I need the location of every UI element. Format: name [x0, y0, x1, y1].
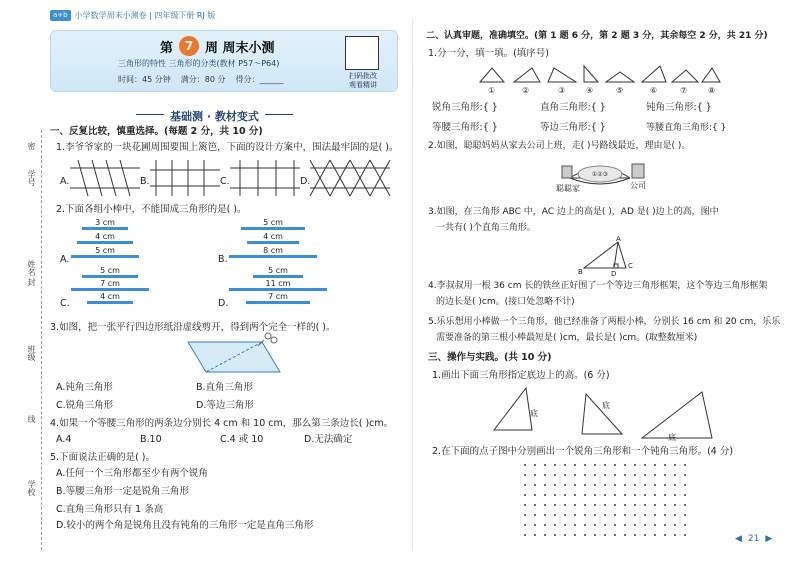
margin-label-xingming: 姓名	[27, 260, 36, 276]
vertex-a: A	[616, 235, 621, 243]
base-label-2: 底	[602, 401, 610, 410]
equilateral-fill[interactable]: 等边三角形:{ }	[540, 122, 606, 133]
margin-label-feng: 封	[27, 278, 36, 286]
margin-label-xuexiao: 学校	[27, 480, 36, 496]
height-triangles-diagram	[492, 386, 722, 440]
stick-group-a	[70, 218, 140, 258]
obtuse-fill[interactable]: 钝角三角形:{ }	[646, 102, 712, 113]
stick-a1-label: 3 cm	[95, 218, 115, 227]
iso-right-fill[interactable]: 等腰直角三角形:{ }	[646, 123, 727, 133]
q4-opt-b: B.10	[140, 434, 162, 445]
isosceles-fill[interactable]: 等腰三角形:{ }	[432, 122, 498, 133]
q2-options	[56, 218, 396, 316]
section3-heading: 三、操作与实践。(共 10 分)	[428, 352, 552, 363]
week-title	[160, 36, 275, 56]
stick-group-d	[228, 266, 328, 304]
stick-a3-label: 5 cm	[95, 246, 115, 255]
tri-label-6: ⑥	[650, 86, 658, 95]
section1-heading: 一、反复比较，慎重选择。(每题 2 分，共 10 分)	[50, 126, 263, 137]
triangle-set-diagram	[480, 66, 720, 94]
score-field: 得分：______	[235, 75, 284, 84]
svg-text:①②③: ①②③	[591, 171, 609, 178]
stick-b1	[241, 227, 305, 230]
tri-label-5: ⑤	[616, 86, 624, 95]
acute-fill[interactable]: 锐角三角形:{ }	[432, 102, 498, 113]
tri-label-4: ④	[586, 86, 594, 95]
vertex-c: C	[628, 262, 633, 270]
vertex-b: B	[578, 268, 583, 276]
stick-a2-label: 4 cm	[95, 232, 115, 241]
next-arrow-icon: ▶	[765, 534, 773, 544]
stick-d3-label: 7 cm	[268, 292, 288, 301]
tri-label-3: ③	[558, 86, 566, 95]
stick-a3	[71, 255, 139, 258]
q1-text: 1.李爷爷家的一块花圃周围要围上篱笆，下面的设计方案中，围法最牢固的是( )。	[56, 142, 399, 153]
q3-text: 3.如图，把一张平行四边形纸沿虚线剪开，得到两个完全一样的( )。	[50, 322, 336, 333]
stick-b2	[247, 241, 299, 244]
margin-label-mi: 密	[27, 142, 36, 150]
parallelogram-diagram	[188, 338, 284, 374]
r-q4-line1: 4.李叔叔用一根 36 cm 长的铁丝正好围了一个等边三角形框架，这个等边三角形框架	[428, 281, 768, 291]
dot-grid[interactable]	[520, 460, 690, 540]
q4-opt-d: D.无法确定	[304, 434, 353, 445]
stick-b1-label: 5 cm	[263, 218, 283, 227]
stick-d2-label: 11 cm	[265, 279, 291, 288]
r-q3-line1: 3.如图，在三角形 ABC 中，AC 边上的高是( )，AD 是( )边上的高，图中	[428, 207, 719, 217]
stick-d2	[229, 288, 327, 291]
margin-label-xian: 线	[27, 415, 36, 423]
q3-opt-b: B.直角三角形	[196, 382, 254, 393]
r-q2-text: 2.如图，聪聪妈妈从家去公司上班，走( )号路线最近，理由是( )。	[428, 141, 691, 151]
stick-c1	[82, 275, 138, 278]
triangle-abc-diagram	[578, 235, 638, 278]
q1-opt-a: A.	[60, 176, 70, 187]
r-q5-line1: 5.乐乐想用小棒做一个三角形，他已经准备了两根小棒，分别长 16 cm 和 20 cm，乐乐	[428, 317, 781, 327]
q5-opt-b: B.等腰三角形一定是锐角三角形	[56, 486, 190, 497]
r-p2-text: 2.在下面的点子图中分别画出一个锐角三角形和一个钝角三角形。(4 分)	[432, 446, 734, 457]
stick-a2	[77, 241, 133, 244]
base-label-1: 底	[530, 409, 538, 418]
house-icon	[562, 166, 572, 178]
header-meta	[118, 74, 283, 85]
right-fill[interactable]: 直角三角形:{ }	[540, 102, 606, 113]
fence-c-diagram	[230, 160, 300, 196]
prev-arrow-icon: ◀	[735, 534, 742, 544]
stick-d1	[253, 275, 303, 278]
margin-label-xuehao: 学号	[27, 170, 36, 186]
full-score: 满分：80 分	[180, 75, 226, 84]
base-label-3: 底	[668, 433, 676, 442]
stick-c2-label: 7 cm	[100, 279, 120, 288]
section2-heading: 二、认真审题，准确填空。(第 1 题 6 分，第 2 题 3 分，其余每空 2 分，共 21 分)	[426, 31, 768, 41]
q2-label-d: D.	[218, 298, 229, 309]
stick-c2	[71, 288, 149, 291]
qr-code-icon[interactable]	[345, 36, 379, 70]
q5-opt-d: D.较小的两个角是锐角且没有钝角的三角形一定是直角三角形	[56, 520, 314, 531]
q2-label-a: A.	[60, 254, 70, 265]
week-number-badge: 7	[179, 36, 199, 56]
r-q3-line2: 一共有( )个直角三角形。	[436, 223, 536, 233]
q3-opt-c: C.锐角三角形	[56, 400, 114, 411]
page-number	[735, 534, 772, 544]
fence-a-diagram	[70, 160, 140, 196]
stick-group-b	[228, 218, 318, 258]
tri-label-1: ①	[488, 86, 496, 95]
q1-opt-c: C.	[220, 176, 230, 187]
week-suffix: 周 周末小测	[205, 40, 275, 56]
r-q1-text: 1.分一分，填一填。(填序号)	[428, 48, 549, 59]
margin-label-banji: 班级	[27, 345, 36, 361]
q3-opt-a: A.钝角三角形	[56, 382, 113, 393]
r-q4-line2: 的边长是( )cm。(接口处忽略不计)	[436, 297, 575, 307]
stick-a1	[82, 227, 128, 230]
stick-b3	[229, 255, 317, 258]
stick-c1-label: 5 cm	[100, 266, 120, 275]
q2-label-b: B.	[218, 254, 228, 265]
fence-d-diagram	[310, 160, 390, 196]
q1-opt-d: D.	[300, 176, 311, 187]
r-q5-line2: 需要准备的第三根小棒最短是( )cm，最长是( )cm。(取整数厘米)	[436, 333, 698, 343]
top-bar	[50, 8, 270, 22]
tri-label-8: ⑧	[708, 86, 716, 95]
week-prefix: 第	[160, 40, 174, 56]
q2-text: 2.下面各组小棒中，不能围成三角形的是( )。	[56, 204, 247, 215]
q1-options	[56, 160, 396, 198]
r-p1-text: 1.画出下面三角形指定底边上的高。(6 分)	[432, 370, 610, 381]
tri-label-2: ②	[522, 86, 530, 95]
q4-opt-c: C.4 或 10	[220, 434, 264, 445]
q4-opt-a: A.4	[56, 434, 72, 445]
header-subtitle: 三角形的特性 三角形的分类(教材 P57～P64)	[118, 59, 280, 68]
binding-margin	[22, 130, 42, 550]
q1-opt-b: B.	[140, 176, 150, 187]
stick-c3-label: 4 cm	[100, 292, 120, 301]
column-divider	[412, 20, 413, 550]
company-label: 公司	[630, 181, 646, 190]
section-title: 基础测 · 教材变式	[170, 110, 259, 123]
q5-text: 5.下面说法正确的是( )。	[50, 452, 155, 463]
q2-label-c: C.	[60, 298, 70, 309]
tri-label-7: ⑦	[680, 86, 688, 95]
q4-text: 4.如果一个等腰三角形的两条边分别长 4 cm 和 10 cm，那么第三条边长( )cm。	[50, 418, 394, 429]
fence-b-diagram	[150, 160, 220, 196]
building-icon	[632, 164, 644, 178]
stick-c3	[87, 301, 133, 304]
top-title: 小学数学周末小测卷 | 四年级下册 RJ 版	[74, 10, 216, 20]
qr-label: 扫码批改 观看精讲	[349, 72, 377, 89]
stick-b3-label: 8 cm	[263, 246, 283, 255]
q3-opt-d: D.等边三角形	[196, 400, 254, 411]
top-badge: a+b	[50, 10, 71, 21]
time-limit: 时间：45 分钟	[118, 75, 171, 84]
page-num-label: 21	[747, 534, 760, 544]
q5-opt-c: C.直角三角形只有 1 条高	[56, 504, 164, 515]
vertex-d: D	[611, 270, 617, 278]
home-label: 聪聪家	[556, 184, 580, 193]
stick-d3	[246, 301, 310, 304]
stick-d1-label: 5 cm	[268, 266, 288, 275]
stick-group-c	[70, 266, 150, 304]
q5-opt-a: A.任何一个三角形都至少有两个锐角	[56, 468, 208, 479]
stick-b2-label: 4 cm	[263, 232, 283, 241]
